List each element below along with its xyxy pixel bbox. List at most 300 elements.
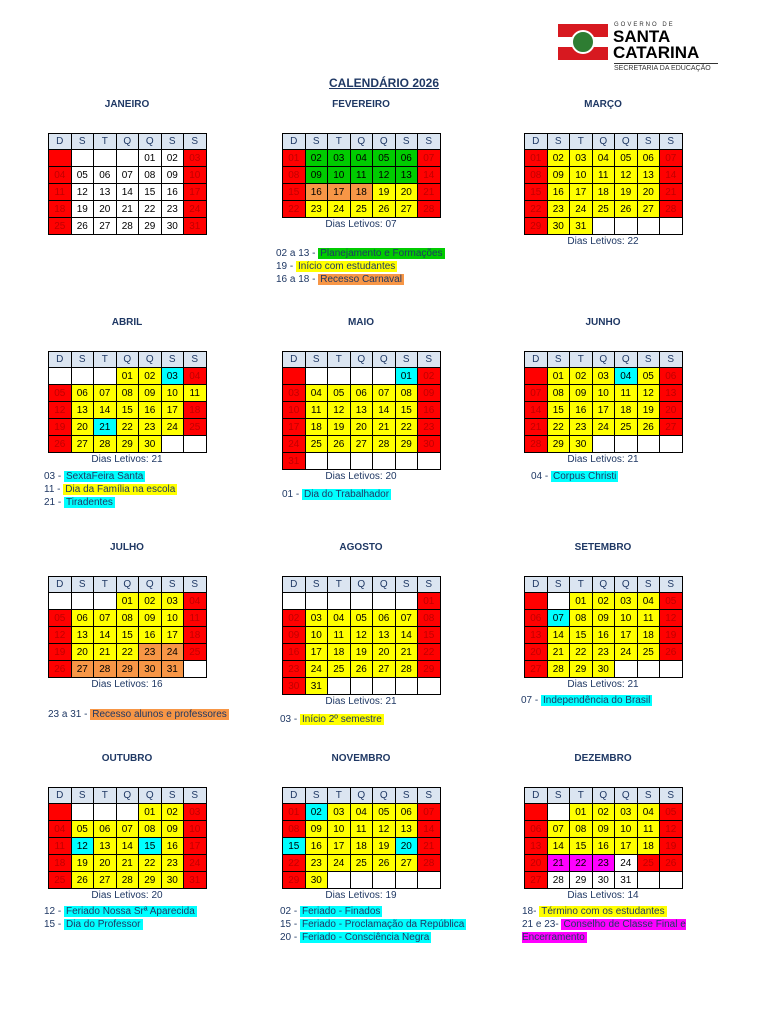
day-cell: 12 xyxy=(373,821,396,838)
day-cell: 16 xyxy=(592,838,615,855)
day-cell: 23 xyxy=(283,661,306,678)
weekday-cell: D xyxy=(283,788,306,804)
day-cell: 21 xyxy=(94,419,117,436)
day-cell: 26 xyxy=(350,661,373,678)
day-cell: 25 xyxy=(637,644,660,661)
day-cell: 11 xyxy=(350,167,373,184)
weekday-header xyxy=(283,352,441,368)
day-cell: 23 xyxy=(592,855,615,872)
day-cell: 09 xyxy=(139,385,162,402)
day-cell: 09 xyxy=(139,610,162,627)
legend-item xyxy=(280,931,466,944)
day-cell: 20 xyxy=(373,644,396,661)
day-cell: 09 xyxy=(305,821,328,838)
weekday-header xyxy=(49,788,207,804)
day-cell: 28 xyxy=(547,872,570,889)
day-cell xyxy=(525,593,548,610)
day-cell: 07 xyxy=(547,821,570,838)
flag-icon xyxy=(558,24,608,60)
day-cell: 23 xyxy=(418,419,441,436)
weekday-cell: Q xyxy=(139,577,162,593)
day-cell: 29 xyxy=(283,872,306,889)
day-cell: 11 xyxy=(49,184,72,201)
weekday-cell: Q xyxy=(116,788,139,804)
day-cell: 27 xyxy=(373,661,396,678)
weekday-cell: S xyxy=(161,577,184,593)
day-cell: 06 xyxy=(637,150,660,167)
weekday-cell: Q xyxy=(373,788,396,804)
day-cell: 06 xyxy=(94,821,117,838)
weekday-cell: S xyxy=(161,134,184,150)
month-setembro xyxy=(524,542,682,690)
weekday-cell: S xyxy=(161,352,184,368)
week-row xyxy=(525,838,683,855)
day-cell: 30 xyxy=(139,661,162,678)
day-cell: 22 xyxy=(283,855,306,872)
week-row xyxy=(283,402,441,419)
day-cell: 03 xyxy=(161,368,184,385)
month-name: MARÇO xyxy=(584,99,622,110)
day-cell: 06 xyxy=(71,385,94,402)
day-cell: 01 xyxy=(139,804,162,821)
week-row xyxy=(283,855,441,872)
legend-text: Início com estudantes xyxy=(298,261,396,272)
day-cell: 17 xyxy=(328,838,351,855)
weekday-cell: T xyxy=(570,577,593,593)
weekday-cell: Q xyxy=(350,352,373,368)
day-cell: 14 xyxy=(395,627,418,644)
day-cell: 29 xyxy=(139,872,162,889)
day-cell: 12 xyxy=(49,402,72,419)
month-table xyxy=(282,576,441,695)
day-cell: 08 xyxy=(547,385,570,402)
day-cell xyxy=(350,872,373,889)
legend-item xyxy=(276,247,445,260)
weekday-cell: S xyxy=(547,577,570,593)
day-cell: 15 xyxy=(116,627,139,644)
day-cell: 07 xyxy=(547,610,570,627)
month-dezembro xyxy=(524,753,682,901)
legend-item xyxy=(44,483,177,496)
day-cell: 12 xyxy=(71,184,94,201)
week-row xyxy=(49,804,207,821)
legend-julho xyxy=(48,708,229,721)
week-row xyxy=(525,201,683,218)
day-cell: 22 xyxy=(570,644,593,661)
month-fevereiro xyxy=(282,99,440,230)
day-cell: 01 xyxy=(116,593,139,610)
day-cell: 06 xyxy=(71,610,94,627)
day-cell: 11 xyxy=(350,821,373,838)
day-cell: 25 xyxy=(350,201,373,218)
legend-item xyxy=(522,905,722,918)
day-cell: 29 xyxy=(547,436,570,453)
month-novembro xyxy=(282,753,440,901)
day-cell: 13 xyxy=(395,821,418,838)
day-cell: 04 xyxy=(350,150,373,167)
weekday-cell: Q xyxy=(139,134,162,150)
weekday-cell: D xyxy=(49,577,72,593)
day-cell: 06 xyxy=(373,610,396,627)
legend-prefix: 19 - xyxy=(276,261,297,272)
weekday-cell: D xyxy=(283,577,306,593)
week-row xyxy=(49,402,207,419)
day-cell: 11 xyxy=(49,838,72,855)
day-cell: 03 xyxy=(615,804,638,821)
weekday-header xyxy=(283,788,441,804)
legend-maio xyxy=(282,488,391,501)
day-cell: 09 xyxy=(592,821,615,838)
day-cell: 19 xyxy=(373,184,396,201)
dias-letivos: Dias Letivos: 22 xyxy=(567,236,639,247)
day-cell xyxy=(283,368,306,385)
weekday-cell: T xyxy=(94,788,117,804)
day-cell: 05 xyxy=(71,167,94,184)
day-cell: 21 xyxy=(660,184,683,201)
day-cell: 12 xyxy=(350,627,373,644)
day-cell: 23 xyxy=(139,644,162,661)
day-cell: 30 xyxy=(161,872,184,889)
day-cell: 21 xyxy=(94,644,117,661)
day-cell: 30 xyxy=(592,872,615,889)
day-cell: 22 xyxy=(418,644,441,661)
day-cell: 08 xyxy=(139,821,162,838)
weekday-cell: T xyxy=(94,352,117,368)
day-cell: 27 xyxy=(525,872,548,889)
legend-prefix: 02 a 13 - xyxy=(276,248,319,259)
day-cell: 02 xyxy=(592,804,615,821)
day-cell: 21 xyxy=(547,644,570,661)
week-row xyxy=(49,419,207,436)
day-cell: 08 xyxy=(283,821,306,838)
day-cell: 18 xyxy=(637,627,660,644)
day-cell xyxy=(94,368,117,385)
day-cell xyxy=(116,150,139,167)
day-cell: 17 xyxy=(184,184,207,201)
day-cell: 18 xyxy=(184,627,207,644)
day-cell: 15 xyxy=(139,184,162,201)
day-cell xyxy=(395,872,418,889)
month-name: OUTUBRO xyxy=(101,753,153,764)
month-table xyxy=(48,351,207,453)
legend-text: Conselho de Classe Final e Encerramento xyxy=(522,919,686,943)
dias-letivos: Dias Letivos: 19 xyxy=(325,890,397,901)
day-cell: 28 xyxy=(94,436,117,453)
day-cell xyxy=(305,368,328,385)
day-cell xyxy=(350,593,373,610)
day-cell: 06 xyxy=(94,167,117,184)
day-cell: 07 xyxy=(116,821,139,838)
legend-item xyxy=(280,713,384,726)
day-cell: 10 xyxy=(570,167,593,184)
day-cell: 07 xyxy=(94,385,117,402)
weekday-cell: T xyxy=(94,134,117,150)
day-cell xyxy=(660,872,683,889)
day-cell: 10 xyxy=(283,402,306,419)
day-cell: 02 xyxy=(305,804,328,821)
day-cell: 01 xyxy=(570,593,593,610)
day-cell: 10 xyxy=(615,821,638,838)
day-cell: 26 xyxy=(373,855,396,872)
day-cell xyxy=(350,368,373,385)
weekday-cell: S xyxy=(418,134,441,150)
weekday-cell: Q xyxy=(350,134,373,150)
day-cell: 04 xyxy=(637,593,660,610)
day-cell: 23 xyxy=(547,201,570,218)
day-cell: 04 xyxy=(328,610,351,627)
day-cell: 09 xyxy=(305,167,328,184)
day-cell: 01 xyxy=(139,150,162,167)
weekday-cell: S xyxy=(184,352,207,368)
week-row xyxy=(283,201,441,218)
day-cell: 15 xyxy=(525,184,548,201)
month-março xyxy=(524,99,682,247)
day-cell: 30 xyxy=(570,436,593,453)
week-row xyxy=(283,436,441,453)
day-cell: 18 xyxy=(328,644,351,661)
weekday-cell: S xyxy=(418,577,441,593)
day-cell: 09 xyxy=(547,167,570,184)
day-cell: 14 xyxy=(116,184,139,201)
day-cell: 12 xyxy=(637,385,660,402)
day-cell: 12 xyxy=(373,167,396,184)
legend-prefix: 21 - xyxy=(44,497,65,508)
day-cell: 06 xyxy=(395,150,418,167)
weekday-cell: S xyxy=(184,577,207,593)
day-cell: 11 xyxy=(184,610,207,627)
day-cell: 06 xyxy=(350,385,373,402)
legend-setembro xyxy=(521,694,652,707)
legend-item xyxy=(276,273,445,286)
day-cell: 30 xyxy=(418,436,441,453)
week-row xyxy=(525,150,683,167)
day-cell: 21 xyxy=(418,838,441,855)
day-cell xyxy=(395,678,418,695)
day-cell: 22 xyxy=(139,855,162,872)
day-cell: 17 xyxy=(328,184,351,201)
week-row xyxy=(525,419,683,436)
day-cell: 17 xyxy=(161,402,184,419)
day-cell: 15 xyxy=(418,627,441,644)
weekday-cell: Q xyxy=(350,577,373,593)
month-name: FEVEREIRO xyxy=(332,99,390,110)
day-cell: 16 xyxy=(305,184,328,201)
weekday-cell: D xyxy=(525,134,548,150)
dias-letivos: Dias Letivos: 20 xyxy=(91,890,163,901)
week-row xyxy=(525,644,683,661)
day-cell: 25 xyxy=(184,644,207,661)
day-cell xyxy=(305,593,328,610)
day-cell: 31 xyxy=(570,218,593,235)
week-row xyxy=(49,150,207,167)
day-cell: 25 xyxy=(592,201,615,218)
day-cell: 03 xyxy=(570,150,593,167)
day-cell: 12 xyxy=(660,821,683,838)
legend-prefix: 03 - xyxy=(280,714,301,725)
legend-text: Independência do Brasil xyxy=(543,695,651,706)
day-cell: 14 xyxy=(660,167,683,184)
day-cell xyxy=(418,872,441,889)
weekday-cell: Q xyxy=(592,577,615,593)
day-cell: 10 xyxy=(328,167,351,184)
weekday-cell: S xyxy=(395,577,418,593)
dias-letivos: Dias Letivos: 21 xyxy=(567,454,639,465)
day-cell: 14 xyxy=(94,402,117,419)
legend-text: Feriado - Proclamação da República xyxy=(302,919,465,930)
day-cell: 27 xyxy=(395,855,418,872)
day-cell: 23 xyxy=(139,419,162,436)
day-cell: 24 xyxy=(283,436,306,453)
day-cell: 18 xyxy=(184,402,207,419)
weekday-cell: S xyxy=(637,788,660,804)
week-row xyxy=(283,804,441,821)
day-cell: 01 xyxy=(395,368,418,385)
day-cell: 23 xyxy=(161,201,184,218)
month-table xyxy=(524,133,683,235)
dias-letivos: Dias Letivos: 14 xyxy=(567,890,639,901)
day-cell: 26 xyxy=(71,872,94,889)
weekday-header xyxy=(283,134,441,150)
weekday-cell: Q xyxy=(350,788,373,804)
day-cell xyxy=(328,368,351,385)
day-cell: 19 xyxy=(615,184,638,201)
weekday-cell: S xyxy=(161,788,184,804)
week-row xyxy=(525,368,683,385)
month-table xyxy=(48,576,207,678)
day-cell: 29 xyxy=(139,218,162,235)
day-cell: 16 xyxy=(139,402,162,419)
week-row xyxy=(283,453,441,470)
weekday-cell: D xyxy=(49,788,72,804)
legend-text: Feriado Nossa Srª Aparecida xyxy=(66,906,195,917)
day-cell: 31 xyxy=(305,678,328,695)
weekday-cell: S xyxy=(395,134,418,150)
day-cell: 29 xyxy=(570,661,593,678)
day-cell: 07 xyxy=(525,385,548,402)
day-cell: 17 xyxy=(184,838,207,855)
day-cell: 11 xyxy=(305,402,328,419)
day-cell xyxy=(184,436,207,453)
day-cell: 28 xyxy=(547,661,570,678)
weekday-cell: S xyxy=(71,788,94,804)
day-cell: 25 xyxy=(637,855,660,872)
day-cell: 24 xyxy=(570,201,593,218)
day-cell: 02 xyxy=(592,593,615,610)
weekday-cell: T xyxy=(570,788,593,804)
day-cell xyxy=(94,150,117,167)
day-cell xyxy=(637,218,660,235)
weekday-cell: S xyxy=(305,577,328,593)
day-cell: 17 xyxy=(570,184,593,201)
weekday-cell: Q xyxy=(139,788,162,804)
day-cell: 01 xyxy=(525,150,548,167)
legend-prefix: 15 - xyxy=(44,919,65,930)
day-cell: 05 xyxy=(615,150,638,167)
day-cell: 08 xyxy=(418,610,441,627)
day-cell: 13 xyxy=(94,838,117,855)
week-row xyxy=(49,184,207,201)
day-cell: 15 xyxy=(570,627,593,644)
weekday-cell: S xyxy=(305,788,328,804)
day-cell: 30 xyxy=(305,872,328,889)
day-cell xyxy=(660,436,683,453)
day-cell: 24 xyxy=(161,419,184,436)
day-cell: 11 xyxy=(592,167,615,184)
weekday-cell: S xyxy=(71,352,94,368)
week-row xyxy=(49,201,207,218)
month-name: MAIO xyxy=(347,317,375,328)
day-cell: 09 xyxy=(418,385,441,402)
day-cell: 03 xyxy=(283,385,306,402)
day-cell: 26 xyxy=(660,855,683,872)
day-cell xyxy=(525,804,548,821)
month-table xyxy=(282,351,441,470)
day-cell: 18 xyxy=(350,838,373,855)
day-cell: 04 xyxy=(637,804,660,821)
weekday-cell: S xyxy=(637,352,660,368)
day-cell xyxy=(373,368,396,385)
legend-prefix: 02 - xyxy=(280,906,301,917)
day-cell: 15 xyxy=(570,838,593,855)
legend-text: Feriado - Finados xyxy=(302,906,381,917)
day-cell xyxy=(615,436,638,453)
day-cell: 19 xyxy=(71,201,94,218)
day-cell: 25 xyxy=(184,419,207,436)
dias-letivos: Dias Letivos: 21 xyxy=(567,679,639,690)
day-cell: 04 xyxy=(592,150,615,167)
week-row xyxy=(283,419,441,436)
day-cell: 17 xyxy=(615,838,638,855)
day-cell: 10 xyxy=(592,385,615,402)
week-row xyxy=(283,838,441,855)
day-cell: 18 xyxy=(350,184,373,201)
day-cell: 21 xyxy=(116,201,139,218)
weekday-cell: S xyxy=(418,788,441,804)
weekday-cell: Q xyxy=(139,352,162,368)
week-row xyxy=(49,610,207,627)
day-cell: 13 xyxy=(525,838,548,855)
day-cell xyxy=(373,678,396,695)
day-cell: 27 xyxy=(71,661,94,678)
day-cell: 05 xyxy=(373,804,396,821)
legend-text: Planejamento e Formações xyxy=(320,248,443,259)
day-cell: 17 xyxy=(161,627,184,644)
day-cell: 23 xyxy=(570,419,593,436)
day-cell xyxy=(373,453,396,470)
legend-dezembro xyxy=(522,905,722,944)
day-cell: 07 xyxy=(116,167,139,184)
day-cell: 27 xyxy=(94,218,117,235)
weekday-cell: Q xyxy=(615,577,638,593)
day-cell xyxy=(305,453,328,470)
week-row xyxy=(49,436,207,453)
day-cell xyxy=(373,872,396,889)
weekday-cell: D xyxy=(283,352,306,368)
weekday-header xyxy=(49,134,207,150)
legend-text: Término com os estudantes xyxy=(541,906,665,917)
day-cell: 21 xyxy=(373,419,396,436)
legend-abril xyxy=(44,470,177,509)
month-outubro xyxy=(48,753,206,901)
week-row xyxy=(283,872,441,889)
week-row xyxy=(525,804,683,821)
day-cell: 24 xyxy=(592,419,615,436)
week-row xyxy=(525,661,683,678)
day-cell: 28 xyxy=(116,218,139,235)
legend-prefix: 18- xyxy=(522,906,540,917)
day-cell: 22 xyxy=(283,201,306,218)
weekday-cell: S xyxy=(184,134,207,150)
